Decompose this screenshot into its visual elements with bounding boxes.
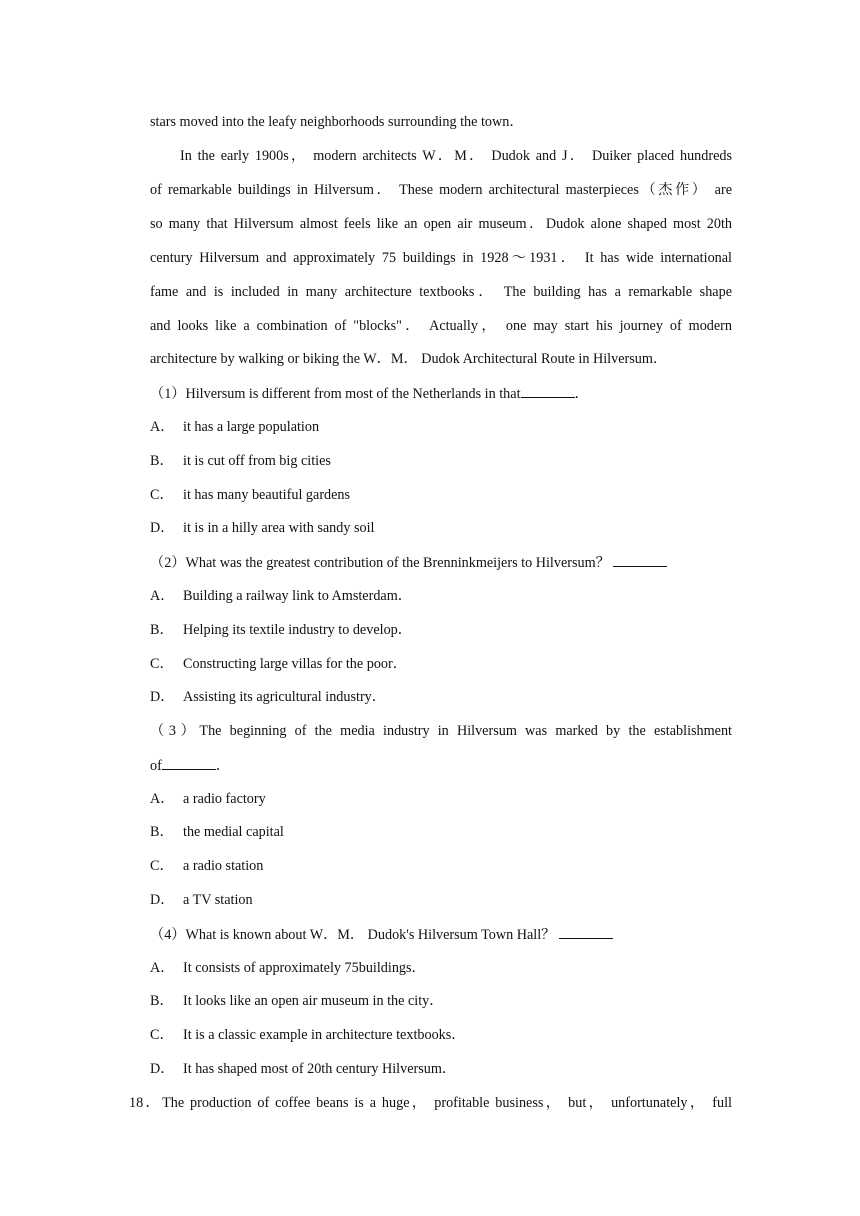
option-text: It has shaped most of 20th century Hilversum． — [183, 1061, 457, 1077]
option-text: Building a railway link to Amsterdam． — [183, 588, 412, 604]
question-2-option-b[interactable] — [150, 620, 732, 640]
option-letter: A． — [150, 791, 175, 807]
option-letter: A． — [150, 419, 175, 435]
option-letter: C． — [150, 1027, 174, 1043]
question-2-option-d[interactable] — [150, 687, 732, 707]
option-text: a radio factory — [183, 791, 266, 807]
question-1-option-a[interactable] — [150, 417, 732, 437]
option-text: the medial capital — [183, 824, 284, 840]
question-stem-text: （4）What is known about W．M． Dudok's Hilversum Town Hall？ — [150, 927, 556, 943]
option-letter: C． — [150, 656, 174, 672]
question-stem-end: ． — [215, 758, 231, 774]
option-letter: C． — [150, 858, 174, 874]
passage-line: so many that Hilversum almost feels like an open air museum．Dudok alone shaped most 20th — [150, 216, 732, 232]
passage-line: fame and is included in many architecture textbooks． The building has a remarkable shape — [150, 284, 732, 300]
option-letter: B． — [150, 993, 174, 1009]
option-text: It consists of approximately 75buildings． — [183, 960, 426, 976]
question-4-option-d[interactable] — [150, 1059, 732, 1079]
question-2-option-c[interactable] — [150, 654, 732, 674]
passage-line: of remarkable buildings in Hilversum． These modern architectural masterpieces（杰作） are — [150, 182, 732, 198]
question-3-option-b[interactable] — [150, 822, 732, 842]
question-4-option-c[interactable] — [150, 1025, 732, 1045]
question-3-option-d[interactable] — [150, 890, 732, 910]
answer-blank[interactable] — [521, 383, 575, 398]
next-question-line: 18．The production of coffee beans is a huge， profitable business， but， unfortunately， full — [129, 1095, 732, 1111]
option-letter: A． — [150, 588, 175, 604]
option-text: It looks like an open air museum in the city． — [183, 993, 444, 1009]
question-3-stem: （3）The beginning of the media industry in Hilversum was marked by the establishment — [150, 723, 732, 739]
option-text: a TV station — [183, 892, 253, 908]
answer-blank[interactable] — [559, 924, 613, 939]
question-stem-text: of — [150, 758, 162, 774]
option-letter: B． — [150, 622, 174, 638]
passage-line: century Hilversum and approximately 75 buildings in 1928～1931． It has wide international — [150, 250, 732, 266]
option-letter: B． — [150, 453, 174, 469]
option-text: Helping its textile industry to develop． — [183, 622, 412, 638]
option-letter: A． — [150, 960, 175, 976]
option-text: Assisting its agricultural industry． — [183, 689, 386, 705]
question-stem-text: （1）Hilversum is different from most of the Netherlands in that — [150, 386, 521, 402]
option-letter: D． — [150, 892, 175, 908]
question-3-option-c[interactable] — [150, 856, 732, 876]
question-1-stem — [150, 383, 732, 404]
question-3-option-a[interactable] — [150, 789, 732, 809]
question-4-stem — [150, 924, 732, 945]
option-letter: D． — [150, 520, 175, 536]
answer-blank[interactable] — [162, 755, 216, 770]
question-stem-text: （2）What was the greatest contribution of the Brenninkmeijers to Hilversum？ — [150, 555, 610, 571]
question-3-stem-cont — [150, 755, 732, 776]
question-2-stem — [150, 552, 732, 573]
question-2-option-a[interactable] — [150, 586, 732, 606]
option-text: Constructing large villas for the poor． — [183, 656, 407, 672]
passage-line: stars moved into the leafy neighborhoods surrounding the town． — [150, 114, 524, 130]
question-1-option-d[interactable] — [150, 518, 732, 538]
passage-line: architecture by walking or biking the W．M． Dudok Architectural Route in Hilversum． — [150, 351, 668, 367]
option-text: it is in a hilly area with sandy soil — [183, 520, 375, 536]
option-letter: B． — [150, 824, 174, 840]
option-text: it has many beautiful gardens — [183, 487, 351, 503]
option-letter: D． — [150, 689, 175, 705]
option-text: it is cut off from big cities — [183, 453, 331, 469]
question-4-option-b[interactable] — [150, 991, 732, 1011]
option-letter: C． — [150, 487, 174, 503]
option-text: a radio station — [183, 858, 264, 874]
question-4-option-a[interactable] — [150, 958, 732, 978]
answer-blank[interactable] — [613, 552, 667, 567]
passage-line: and looks like a combination of "blocks"． Actually， one may start his journey of modern — [150, 318, 732, 334]
question-stem-end: ． — [574, 386, 589, 402]
question-1-option-b[interactable] — [150, 451, 732, 471]
option-letter: D． — [150, 1061, 175, 1077]
question-1-option-c[interactable] — [150, 485, 732, 505]
option-text: It is a classic example in architecture textbooks． — [183, 1027, 466, 1043]
option-text: it has a large population — [183, 419, 320, 435]
passage-line: In the early 1900s， modern architects W．M． Dudok and J． Duiker placed hundreds — [180, 148, 732, 164]
